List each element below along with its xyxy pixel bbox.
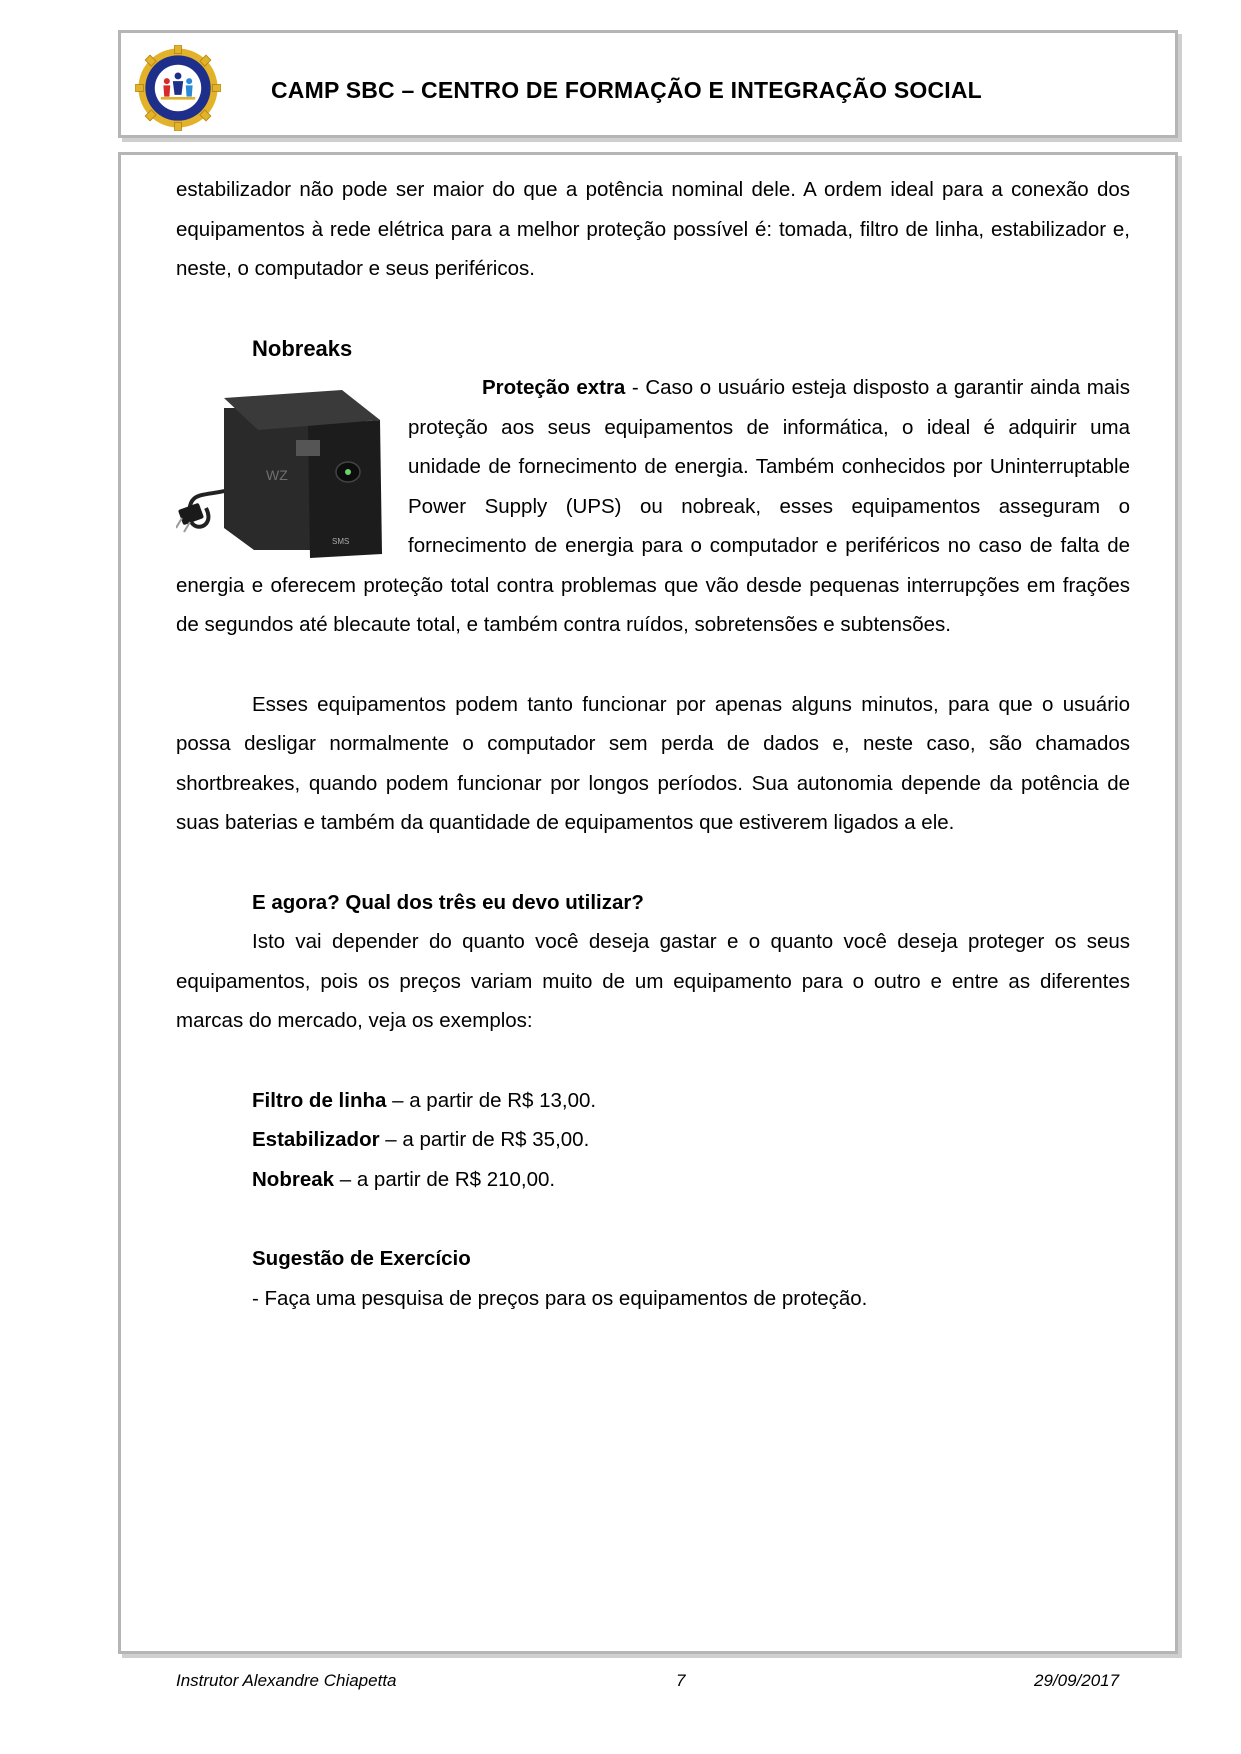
document-content (176, 170, 1130, 1318)
protecao-extra-text: - Caso o usuário esteja disposto a garantir ainda mais proteção aos seus equipamentos de informática, o ideal é adquirir uma unidade de fornecimento de energia. Também conhecidos por Uninterruptable Power Supply (UPS) ou nobreak, esses equipamentos asseguram o fornecimento de energia para o computador e periféricos no caso de falta de energia e oferecem proteção total contra problemas que vão desde pequenas interrupções em frações de segundos até blecaute total, e também contra ruídos, sobretensões e subtensões. (176, 376, 1130, 636)
protecao-extra-label: Proteção extra (482, 376, 626, 399)
intro-paragraph: estabilizador não pode ser maior do que a potência nominal dele. A ordem ideal para a conexão dos equipamentos à rede elétrica para a melhor proteção possível é: tomada, filtro de linha, estabilizador e, neste, o computador e seus periféricos. (176, 178, 1130, 280)
question-heading: E agora? Qual dos três eu devo utilizar? (252, 890, 644, 914)
svg-text:WZ: WZ (266, 467, 288, 483)
nobreak-section (176, 368, 1130, 645)
price-text: – a partir de R$ 13,00. (386, 1088, 597, 1112)
price-label: Estabilizador (252, 1128, 380, 1151)
price-label: Filtro de linha (252, 1088, 387, 1112)
price-item-filtro (252, 1081, 1130, 1121)
camp-logo-icon (135, 45, 221, 131)
isto-vai-depender-paragraph: Isto vai depender do quanto você deseja gastar e o quanto você deseja proteger os seus equipamentos, pois os preços variam muito de um equipamento para o outro e entre as diferentes marcas do mercado, veja os exemplos: (176, 930, 1130, 1032)
exercise-text: - Faça uma pesquisa de preços para os equipamentos de proteção. (252, 1286, 868, 1310)
footer-page-number: 7 (676, 1671, 686, 1690)
price-item-nobreak (252, 1160, 1130, 1200)
page-header-title: CAMP SBC – CENTRO DE FORMAÇÃO E INTEGRAÇÃO SOCIAL (271, 77, 982, 103)
price-label: Nobreak (252, 1167, 335, 1191)
footer-date: 29/09/2017 (1034, 1671, 1120, 1690)
exercise-heading: Sugestão de Exercício (252, 1247, 471, 1270)
nobreaks-heading: Nobreaks (252, 335, 353, 361)
esses-equipamentos-paragraph: Esses equipamentos podem tanto funcionar por apenas alguns minutos, para que o usuário possa desligar normalmente o computador sem perda de dados e, neste caso, são chamados shortbreakes, quando podem funcionar por longos períodos. Sua autonomia depende da potência de suas baterias e também da quantidade de equipamentos que estiverem ligados a ele. (176, 692, 1130, 834)
price-item-estabilizador (252, 1120, 1130, 1160)
price-text: – a partir de R$ 35,00. (379, 1128, 590, 1151)
price-text: – a partir de R$ 210,00. (334, 1167, 556, 1191)
footer-instructor: Instrutor Alexandre Chiapetta (176, 1671, 397, 1690)
nobreak-ups-image (176, 368, 402, 564)
svg-text:SMS: SMS (332, 537, 350, 546)
page-header (118, 30, 1178, 138)
